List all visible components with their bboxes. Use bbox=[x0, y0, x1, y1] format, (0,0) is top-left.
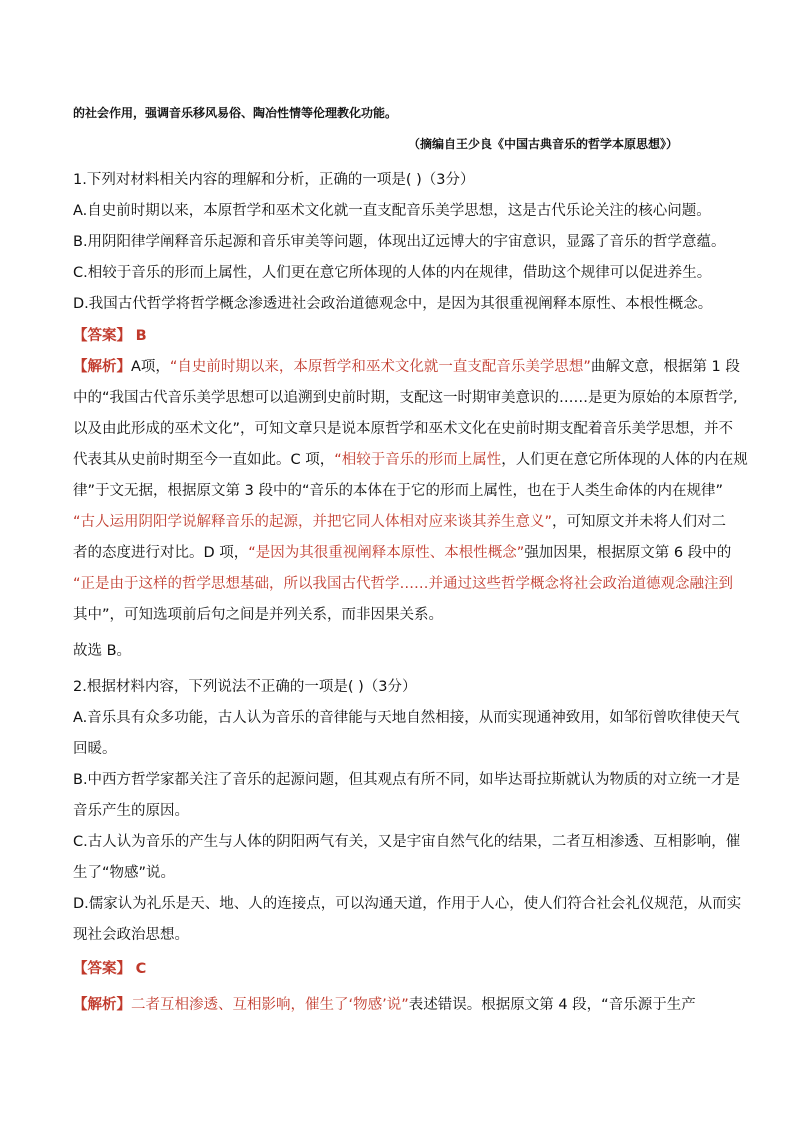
answer-value: B bbox=[135, 328, 147, 344]
question-2-option-d-line-2: 现社会政治思想。 bbox=[73, 927, 189, 943]
answer-value: C bbox=[135, 961, 147, 977]
explanation-line-9: 其中”，可知选项前后句之间是并列关系，而非因果关系。 bbox=[73, 607, 444, 623]
question-2-option-d-line-1: D.儒家认为礼乐是天、地、人的连接点，可以沟通天道，作用于人心，使人们符合社会礼仪规范，从而实 bbox=[73, 896, 742, 912]
question-2-stem: 2.根据材料内容，下列说法不正确的一项是( )（3分） bbox=[73, 679, 417, 695]
question-1-conclusion: 故选 B。 bbox=[73, 643, 132, 659]
explanation-line-6: “古人运用阴阳学说解释音乐的起源，并把它同人体相对应来谈其养生意义”，可知原文并未将人们对二 bbox=[73, 514, 727, 530]
question-1-answer bbox=[73, 326, 147, 346]
quoted-option-d: “是因为其很重视阐释本原性、本根性概念” bbox=[248, 545, 525, 561]
question-1-option-b: B.用阴阳律学阐释音乐起源和音乐审美等问题，体现出辽远博大的宇宙意识，显露了音乐的哲学意蕴。 bbox=[73, 234, 726, 250]
question-2-option-b-line-1: B.中西方哲学家都关注了音乐的起源问题，但其观点有所不同，如毕达哥拉斯就认为物质的对立统一才是 bbox=[73, 772, 741, 788]
question-1-option-c: C.相较于音乐的形而上属性，人们更在意它所体现的人体的内在规律，借助这个规律可以促进养生。 bbox=[73, 265, 712, 281]
explanation-line-8: “正是由于这样的哲学思想基础，所以我国古代哲学……并通过这些哲学概念将社会政治道德观念融注到 bbox=[73, 576, 734, 592]
question-2-option-c-line-2: 生了“物感”说。 bbox=[73, 865, 176, 881]
quoted-option-c: 二者互相渗透、互相影响，催生了‘物感’说” bbox=[131, 997, 409, 1013]
explanation-line-3: 以及由此形成的巫术文化”，可知文章只是说本原哲学和巫术文化在史前时期支配着音乐美学思想，并不 bbox=[73, 421, 734, 437]
question-2-option-a-line-1: A.音乐具有众多功能，古人认为音乐的音律能与天地自然相接，从而实现通神致用，如邹衍曾吹律使天气 bbox=[73, 710, 740, 726]
explanation-line-2: 中的“我国古代音乐美学思想可以追溯到史前时期，支配这一时期审美意识的……是更为原始的本原哲学, bbox=[73, 390, 738, 406]
answer-label: 【答案】 bbox=[73, 961, 131, 977]
question-2-option-b-line-2: 音乐产生的原因。 bbox=[73, 803, 189, 819]
question-1-option-d: D.我国古代哲学将哲学概念渗透进社会政治道德观念中，是因为其很重视阐释本原性、本根性概念。 bbox=[73, 296, 713, 312]
quoted-option-a: “自史前时期以来，本原哲学和巫术文化就一直支配音乐美学思想” bbox=[169, 359, 591, 375]
quoted-option-c: “相较于音乐的形而上属性 bbox=[334, 452, 502, 468]
question-2-option-a-line-2: 回暖。 bbox=[73, 741, 117, 757]
explanation-line-5: 律”于文无据，根据原文第 3 段中的“音乐的本体在于它的形而上属性，也在于人类生命体的内在规律” bbox=[73, 483, 723, 499]
explanation-line-7: 者的态度进行对比。D 项，“是因为其很重视阐释本原性、本根性概念”强加因果，根据原文第 6 段中的 bbox=[73, 545, 732, 561]
question-2-explanation-line-1: 【解析】二者互相渗透、互相影响，催生了‘物感’说”表述错误。根据原文第 4 段，“音乐源于生产 bbox=[73, 997, 696, 1013]
passage-end-paragraph: 的社会作用，强调音乐移风易俗、陶冶性情等伦理教化功能。 bbox=[73, 106, 398, 120]
question-2-answer bbox=[73, 959, 146, 979]
question-2-option-c-line-1: C.古人认为音乐的产生与人体的阴阳两气有关，又是宇宙自然气化的结果，二者互相渗透、互相影响，催 bbox=[73, 834, 741, 850]
explanation-label: 【解析】 bbox=[73, 359, 131, 375]
source-citation: （摘编自王少良《中国古典音乐的哲学本原思想》） bbox=[407, 137, 678, 151]
quoted-source-text: “古人运用阴阳学说解释音乐的起源，并把它同人体相对应来谈其养生意义” bbox=[73, 514, 553, 530]
question-1-stem: 1.下列对材料相关内容的理解和分析，正确的一项是( )（3分） bbox=[73, 172, 475, 188]
explanation-line-4: 代表其从史前时期至今一直如此。C 项，“相较于音乐的形而上属性，人们更在意它所体现的人体的内在规 bbox=[73, 452, 748, 468]
question-1-option-a: A.自史前时期以来，本原哲学和巫术文化就一直支配音乐美学思想，这是古代乐论关注的核心问题。 bbox=[73, 203, 711, 219]
explanation-line-1: 【解析】A项，“自史前时期以来，本原哲学和巫术文化就一直支配音乐美学思想”曲解文意，根据第 1 段 bbox=[73, 359, 740, 375]
answer-label: 【答案】 bbox=[73, 328, 131, 344]
explanation-label: 【解析】 bbox=[73, 997, 131, 1013]
